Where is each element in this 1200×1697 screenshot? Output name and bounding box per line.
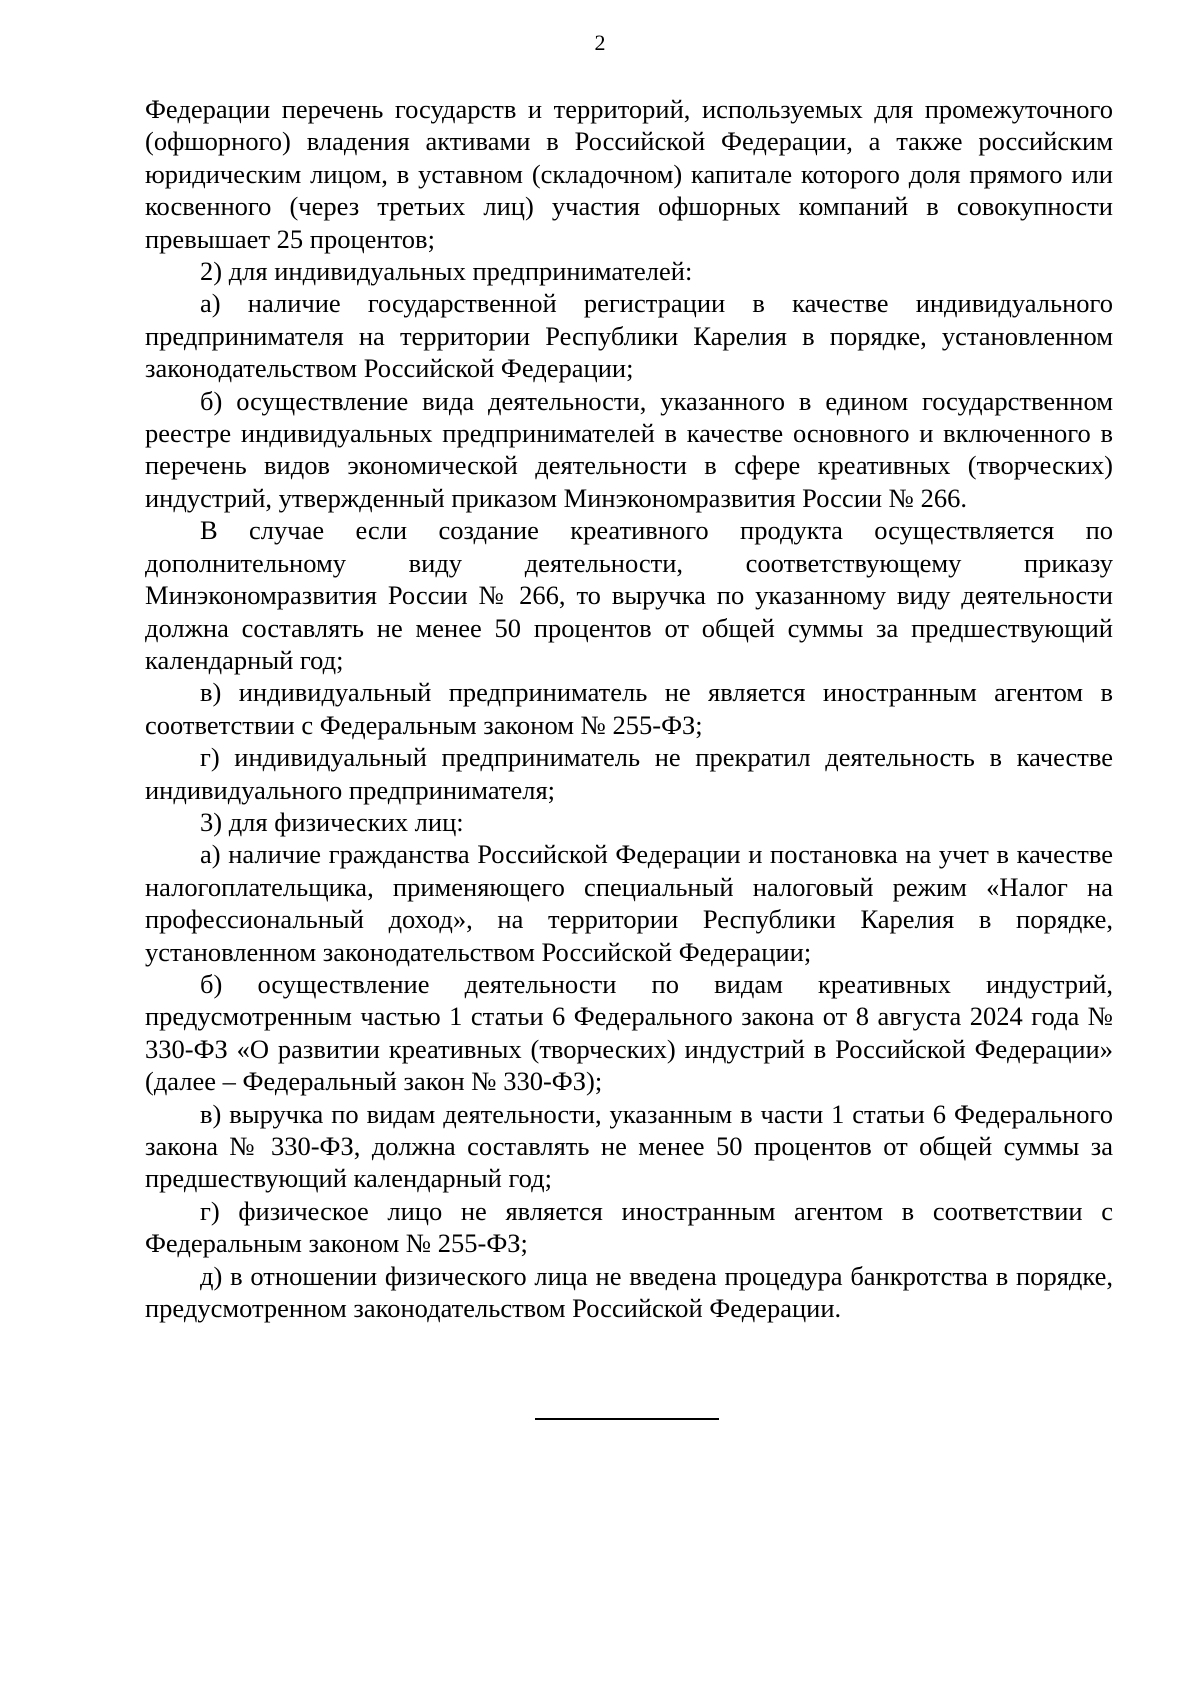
paragraph-ie-additional-activity: В случае если создание креативного продукта осуществляется по дополнительному виду деятельности, соответствующему приказу Минэкономразвития России № 266, то выручка по указанному виду деятельности должна составлять не менее 50 процентов от общей суммы за предшествующий календарный год; bbox=[145, 515, 1113, 675]
paragraph-individual-citizenship: а) наличие гражданства Российской Федерации и постановка на учет в качестве налогоплательщика, применяющего специальный налоговый режим «Налог на профессиональный доход», на территории Республики Карелия в порядке, установленном законодательством Российской Федерации; bbox=[145, 839, 1113, 967]
paragraph-ie-foreign-agent: в) индивидуальный предприниматель не является иностранным агентом в соответствии с Федеральным законом № 255-ФЗ; bbox=[145, 677, 1113, 740]
page-number: 2 bbox=[594, 30, 606, 55]
paragraph-individual-activity: б) осуществление деятельности по видам креативных индустрий, предусмотренным частью 1 статьи 6 Федерального закона от 8 августа 2024 года № 330-ФЗ «О развитии креативных (творческих) индустрий в Российской Федерации» (далее – Федеральный закон № 330-ФЗ); bbox=[145, 968, 1113, 1097]
paragraph-ie-activity: б) осуществление вида деятельности, указанного в едином государственном реестре индивидуальных предпринимателей в качестве основного и включенного в перечень видов экономической деятельности в сфере креативных (творческих) индустрий, утвержденный приказом Минэкономразвития России № 266. bbox=[145, 385, 1113, 513]
document-end-rule bbox=[535, 1418, 719, 1420]
paragraph-ie-not-terminated: г) индивидуальный предприниматель не прекратил деятельность в качестве индивидуального предпринимателя; bbox=[145, 742, 1113, 805]
paragraph-individuals-heading: 3) для физических лиц: bbox=[200, 806, 464, 837]
paragraph-ie-registration: а) наличие государственной регистрации в качестве индивидуального предпринимателя на территории Республики Карелия в порядке, установленном законодательством Российской Федерации; bbox=[145, 288, 1113, 384]
paragraph-individual-foreign-agent: г) физическое лицо не является иностранным агентом в соответствии с Федеральным законом № 255-ФЗ; bbox=[145, 1195, 1113, 1259]
paragraph-offshore-continuation: Федерации перечень государств и территорий, используемых для промежуточного (офшорного) владения активами в Российской Федерации, а также российским юридическим лицом, в уставном (складочном) капитале которого доля прямого или косвенного (через третьих лиц) участия офшорных компаний в совокупности превышает 25 процентов; bbox=[145, 94, 1113, 254]
document-body bbox=[145, 93, 1113, 1324]
paragraph-individual-entrepreneurs-heading: 2) для индивидуальных предпринимателей: bbox=[200, 256, 693, 287]
paragraph-individual-bankruptcy: д) в отношении физического лица не введена процедура банкротства в порядке, предусмотренном законодательством Российской Федерации. bbox=[145, 1260, 1113, 1324]
paragraph-individual-revenue: в) выручка по видам деятельности, указанным в части 1 статьи 6 Федерального закона № 330-ФЗ, должна составлять не менее 50 процентов от общей суммы за предшествующий календарный год; bbox=[145, 1098, 1113, 1194]
